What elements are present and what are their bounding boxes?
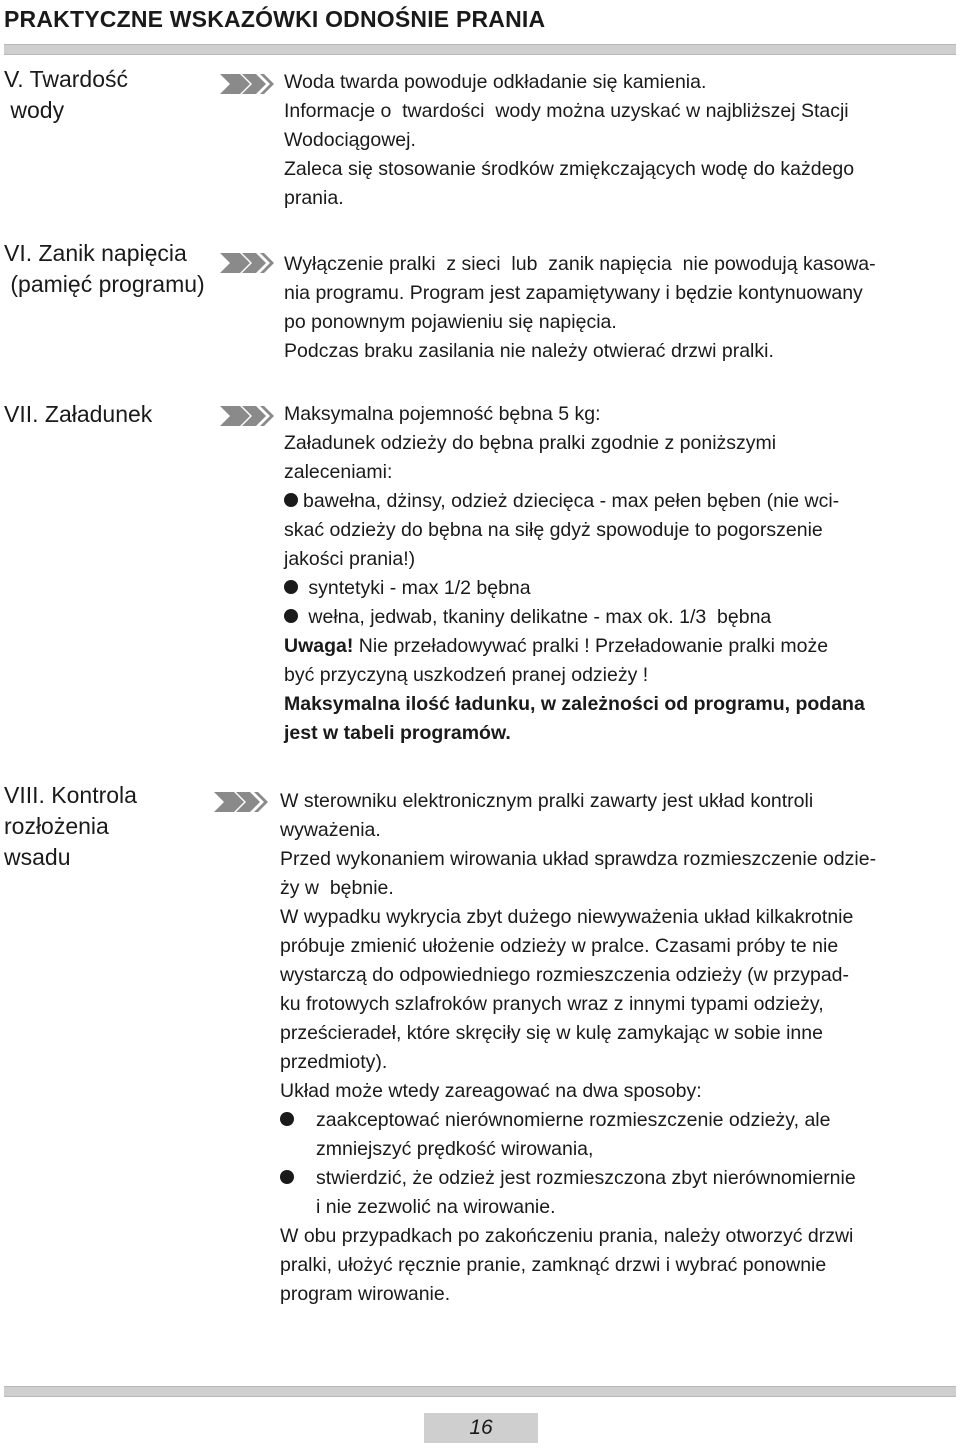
- text-line: W wypadku wykrycia zbyt dużego niewyważenia układ kilkakrotnie: [280, 906, 854, 928]
- bottom-rule: [4, 1386, 956, 1397]
- bold-line: jest w tabeli programów.: [284, 722, 511, 744]
- text-line: prześcieradeł, które skręciły się w kulę zamykając w sobie inne: [280, 1022, 823, 1044]
- text-line: Wyłączenie pralki z sieci lub zanik napięcia nie powodują kasowa-: [284, 253, 876, 275]
- section-label-line: VIII. Kontrola: [4, 782, 137, 808]
- section-label-line: rozłożenia: [4, 813, 109, 839]
- top-rule: [4, 44, 956, 55]
- bullet-line: [284, 603, 956, 632]
- text-line: Zaleca się stosowanie środków zmiękczających wodę do każdego: [284, 158, 855, 180]
- text-line: być przyczyną uszkodzeń pranej odzieży !: [284, 664, 649, 686]
- text-line: Układ może wtedy zareagować na dwa sposoby:: [280, 1080, 702, 1102]
- section-vii-text: [284, 400, 956, 748]
- section-viii-text: [280, 787, 956, 1309]
- text-line: ży w bębnie.: [280, 877, 394, 899]
- bullet-icon: [284, 580, 298, 594]
- text-line: jakości prania!): [284, 548, 416, 570]
- bullet-line: [284, 574, 956, 603]
- bullet-icon: [284, 493, 298, 507]
- bullet-text: wełna, jedwab, tkaniny delikatne - max ok. 1/3 bębna: [303, 606, 772, 628]
- section-label-line: V. Twardość: [4, 66, 129, 92]
- double-arrow-icon: [214, 789, 270, 815]
- warning-label: Uwaga!: [284, 635, 354, 657]
- text-line: Maksymalna pojemność bębna 5 kg:: [284, 403, 601, 425]
- page-number: 16: [424, 1413, 538, 1443]
- text-line: program wirowanie.: [280, 1283, 451, 1305]
- section-label-line: wsadu: [4, 844, 71, 870]
- text-line: ku frotowych szlafroków pranych wraz z innymi typami odzieży,: [280, 993, 824, 1015]
- text-line: stwierdzić, że odzież jest rozmieszczona zbyt nierównomiernie: [316, 1167, 856, 1189]
- bullet-icon: [280, 1170, 294, 1184]
- text-line: zaakceptować nierównomierne rozmieszczenie odzieży, ale: [316, 1109, 831, 1131]
- list-item: [280, 1164, 956, 1222]
- text-line: skać odzieży do bębna na siłę gdyż spowoduje to pogorszenie: [284, 519, 823, 541]
- text-line: wystarczą do odpowiedniego rozmieszczenia odzieży (w przypad-: [280, 964, 850, 986]
- section-label-line: wody: [4, 97, 65, 123]
- bullet-line: [284, 487, 956, 516]
- text-line: przedmioty).: [280, 1051, 388, 1073]
- text-line: Przed wykonaniem wirowania układ sprawdza rozmieszczenie odzie-: [280, 848, 877, 870]
- text-line: Podczas braku zasilania nie należy otwierać drzwi pralki.: [284, 340, 774, 362]
- section-label-line: VI. Zanik napięcia: [4, 240, 187, 266]
- bullet-text: syntetyki - max 1/2 bębna: [303, 577, 531, 599]
- bullet-icon: [284, 609, 298, 623]
- double-arrow-icon: [220, 71, 276, 97]
- warning-text: Nie przeładowywać pralki ! Przeładowanie pralki może: [353, 635, 829, 657]
- text-line: próbuje zmienić ułożenie odzieży w pralce. Czasami próby te nie: [280, 935, 839, 957]
- text-line: Załadunek odzieży do bębna pralki zgodnie z poniższymi: [284, 432, 777, 454]
- bullet-text: bawełna, dżinsy, odzież dziecięca - max pełen bęben (nie wci-: [303, 490, 840, 512]
- text-line: zmniejszyć prędkość wirowania,: [316, 1138, 594, 1160]
- section-vi-text: [284, 250, 956, 366]
- text-line: pralki, ułożyć ręcznie pranie, zamknąć drzwi i wybrać ponownie: [280, 1254, 827, 1276]
- double-arrow-icon: [220, 403, 276, 429]
- section-v-text: [284, 68, 956, 213]
- section-vi-label: [4, 238, 205, 300]
- section-v-label: [4, 64, 128, 126]
- text-line: po ponownym pojawieniu się napięcia.: [284, 311, 617, 333]
- text-line: W sterowniku elektronicznym pralki zawarty jest układ kontroli: [280, 790, 814, 812]
- text-line: i nie zezwolić na wirowanie.: [316, 1196, 556, 1218]
- text-line: nia programu. Program jest zapamiętywany i będzie kontynuowany: [284, 282, 863, 304]
- section-viii-label: [4, 780, 137, 873]
- page-title: PRAKTYCZNE WSKAZÓWKI ODNOŚNIE PRANIA: [4, 6, 546, 32]
- text-line: W obu przypadkach po zakończeniu prania, należy otworzyć drzwi: [280, 1225, 854, 1247]
- text-line: zaleceniami:: [284, 461, 393, 483]
- text-line: Woda twarda powoduje odkładanie się kamienia.: [284, 71, 707, 93]
- section-label-line: (pamięć programu): [4, 271, 205, 297]
- text-line: wyważenia.: [280, 819, 381, 841]
- bullet-icon: [280, 1112, 294, 1126]
- double-arrow-icon: [220, 250, 276, 276]
- text-line: Wodociągowej.: [284, 129, 416, 151]
- bold-line: Maksymalna ilość ładunku, w zależności od programu, podana: [284, 693, 865, 715]
- warning-line: [284, 632, 956, 661]
- text-line: Informacje o twardości wody można uzyskać w najbliższej Stacji: [284, 100, 849, 122]
- section-vii-label: [4, 399, 152, 430]
- text-line: prania.: [284, 187, 344, 209]
- section-label-line: VII. Załadunek: [4, 401, 153, 427]
- list-item: [280, 1106, 956, 1164]
